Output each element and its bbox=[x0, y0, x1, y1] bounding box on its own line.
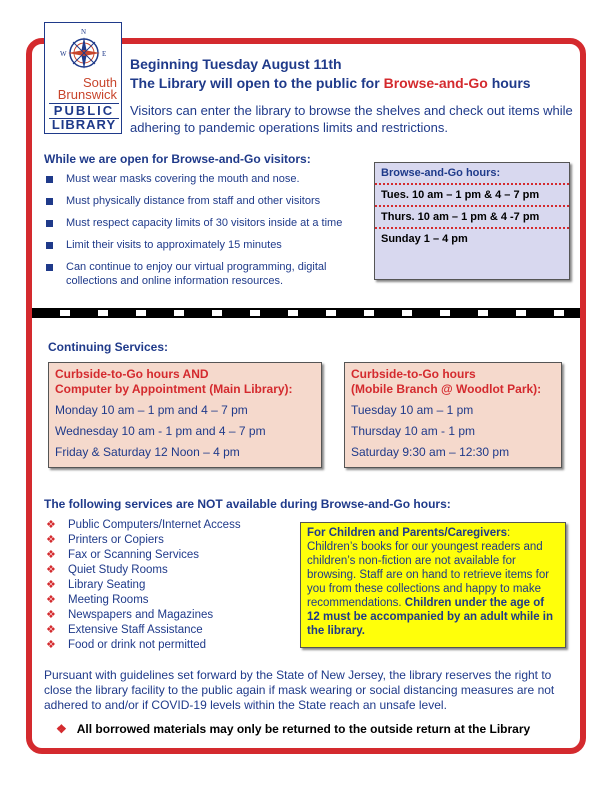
diamond-bullet-icon: ❖ bbox=[46, 624, 56, 636]
main-library-hours-box bbox=[48, 362, 322, 468]
diamond-bullet-icon: ❖ bbox=[46, 579, 56, 591]
diamond-bullet-icon: ❖ bbox=[46, 594, 56, 606]
list-item: ❖ Food or drink not permitted bbox=[46, 639, 207, 651]
list-item: Must respect capacity limits of 30 visitors inside at a time bbox=[44, 216, 374, 230]
diamond-bullet-icon: ❖ bbox=[56, 722, 67, 736]
logo-library: LIBRARY bbox=[51, 117, 117, 132]
list-item: ❖ Fax or Scanning Services bbox=[46, 549, 200, 561]
browse-hours-title: Browse-and-Go hours: bbox=[381, 167, 501, 179]
not-available-list bbox=[46, 518, 241, 653]
list-item: ❖ Public Computers/Internet Access bbox=[46, 519, 241, 531]
logo-public: PUBLIC bbox=[49, 103, 119, 119]
children-body: : Children’s books for our youngest readers and children’s non-fiction are not available for browsing. Staff are on hand to retrieve items for you from these collections and happy to make recommendations. bbox=[307, 527, 550, 609]
list-item: ❖ Library Seating bbox=[46, 579, 146, 591]
mobile-hours-row: Thursday 10 am - 1 pm bbox=[351, 424, 476, 438]
main-box-title-1: Curbside-to-Go hours AND bbox=[55, 367, 209, 381]
compass-w: W bbox=[60, 50, 67, 58]
square-bullet-icon bbox=[46, 176, 53, 183]
header-line-2 bbox=[130, 75, 531, 91]
final-notice-text: All borrowed materials may only be returned to the outside return at the Library bbox=[76, 722, 531, 736]
children-heading: For Children and Parents/Caregivers bbox=[307, 527, 508, 539]
square-bullet-icon bbox=[46, 198, 53, 205]
browse-hours-row: Thurs. 10 am – 1 pm & 4 -7 pm bbox=[375, 205, 569, 227]
browse-hours-row: Sunday 1 – 4 pm bbox=[375, 227, 569, 249]
list-item: ❖ Newspapers and Magazines bbox=[46, 609, 214, 621]
list-item: ❖ Extensive Staff Assistance bbox=[46, 624, 203, 636]
list-item: Must physically distance from staff and other visitors bbox=[44, 194, 374, 208]
header-line-1: Beginning Tuesday August 11th bbox=[130, 56, 342, 72]
header-line-2-suffix: hours bbox=[487, 75, 531, 91]
mobile-box-title-1: Curbside-to-Go hours bbox=[351, 367, 476, 381]
list-item: ❖ Printers or Copiers bbox=[46, 534, 164, 546]
logo-brunswick: Brunswick bbox=[57, 87, 117, 102]
mobile-hours-row: Tuesday 10 am – 1 pm bbox=[351, 403, 474, 417]
final-notice bbox=[56, 722, 530, 736]
diamond-bullet-icon: ❖ bbox=[46, 549, 56, 561]
main-box-title-2: Computer by Appointment (Main Library): bbox=[55, 382, 293, 396]
children-bold-tail: Children under the age of 12 must be accompanied by an adult while in the library. bbox=[307, 597, 554, 637]
continuing-services-title: Continuing Services: bbox=[48, 340, 169, 354]
main-hours-row: Friday & Saturday 12 Noon – 4 pm bbox=[55, 445, 240, 459]
diamond-bullet-icon: ❖ bbox=[46, 519, 56, 531]
dashed-divider bbox=[32, 308, 580, 318]
children-notice-box bbox=[300, 522, 566, 648]
list-item: ❖ Quiet Study Rooms bbox=[46, 564, 168, 576]
square-bullet-icon bbox=[46, 242, 53, 249]
pursuant-paragraph: Pursuant with guidelines set forward by the State of New Jersey, the library reserves the right to close the library facility to the public again if mask wearing or social distancing measures are not adhered to and/or if COVID-19 levels within the State reach an unsafe level. bbox=[44, 668, 555, 712]
browse-hours-row: Tues. 10 am – 1 pm & 4 – 7 pm bbox=[375, 183, 569, 205]
open-section-title: While we are open for Browse-and-Go visitors: bbox=[44, 152, 311, 166]
list-item: Can continue to enjoy our virtual programming, digital collections and online information resources. bbox=[44, 260, 374, 288]
header-line-2-prefix: The Library will open to the public for bbox=[130, 75, 384, 91]
header-line-2-highlight: Browse-and-Go bbox=[383, 75, 488, 91]
diamond-bullet-icon: ❖ bbox=[46, 609, 56, 621]
library-logo bbox=[44, 22, 122, 134]
list-item: Limit their visits to approximately 15 minutes bbox=[44, 238, 374, 252]
list-item: ❖ Meeting Rooms bbox=[46, 594, 149, 606]
browse-hours-box bbox=[374, 162, 570, 280]
compass-rose-icon bbox=[59, 27, 109, 77]
square-bullet-icon bbox=[46, 264, 53, 271]
main-hours-row: Monday 10 am – 1 pm and 4 – 7 pm bbox=[55, 403, 248, 417]
intro-text: Visitors can enter the library to browse the shelves and check out items while adhering to pandemic operations limits and restrictions. bbox=[130, 103, 573, 135]
compass-e: E bbox=[102, 50, 107, 58]
open-rules-list bbox=[44, 172, 374, 296]
diamond-bullet-icon: ❖ bbox=[46, 564, 56, 576]
list-item: Must wear masks covering the mouth and nose. bbox=[44, 172, 374, 186]
mobile-box-title-2: (Mobile Branch @ Woodlot Park): bbox=[351, 382, 542, 396]
not-available-title: The following services are NOT available during Browse-and-Go hours: bbox=[44, 497, 451, 511]
logo-south: South bbox=[83, 75, 117, 90]
mobile-hours-row: Saturday 9:30 am – 12:30 pm bbox=[351, 445, 510, 459]
compass-n: N bbox=[81, 28, 87, 36]
diamond-bullet-icon: ❖ bbox=[46, 639, 56, 651]
mobile-branch-hours-box bbox=[344, 362, 562, 468]
square-bullet-icon bbox=[46, 220, 53, 227]
diamond-bullet-icon: ❖ bbox=[46, 534, 56, 546]
main-hours-row: Wednesday 10 am - 1 pm and 4 – 7 pm bbox=[55, 424, 266, 438]
